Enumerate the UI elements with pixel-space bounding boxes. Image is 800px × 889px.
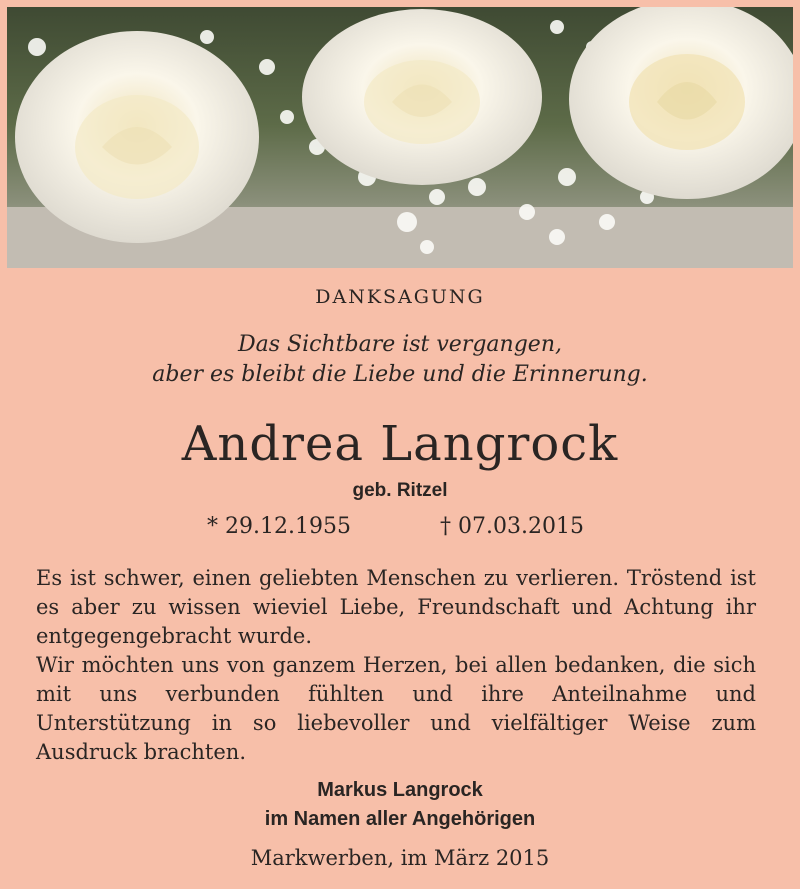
quote-line-1: Das Sichtbare ist vergangen, (238, 332, 562, 357)
heading-danksagung: DANKSAGUNG (315, 286, 485, 308)
message-paragraph-2: Wir möchten uns von ganzem Herzen, bei allen bedanken, die sich mit uns verbunden fühlten und ihre Anteilnahme und Unterstützung in so liebevoller und vielfältiger Weise zum Ausdruck brachten. (36, 653, 756, 764)
death-date: † 07.03.2015 (440, 514, 584, 539)
signature-name: Markus Langrock (317, 779, 483, 801)
thank-you-message (36, 564, 756, 767)
life-dates (0, 514, 800, 544)
white-roses-photo (7, 7, 793, 268)
signature-block (0, 776, 800, 834)
roses-illustration (7, 7, 793, 268)
place-and-date: Markwerben, im März 2015 (250, 846, 550, 870)
signature-line-2: im Namen aller Angehörigen (264, 808, 536, 830)
memorial-quote (0, 330, 800, 390)
deceased-name: Andrea Langrock (181, 416, 619, 472)
message-paragraph-1: Es ist schwer, einen geliebten Menschen zu verlieren. Tröstend ist es aber zu wissen wieviel Liebe, Freundschaft und Achtung ihr entgegengebracht wurde. (36, 566, 756, 648)
birth-name: geb. Ritzel (352, 480, 448, 501)
birth-date: * 29.12.1955 (207, 514, 351, 539)
obituary-card (0, 268, 800, 889)
quote-line-2: aber es bleibt die Liebe und die Erinnerung. (152, 362, 648, 387)
